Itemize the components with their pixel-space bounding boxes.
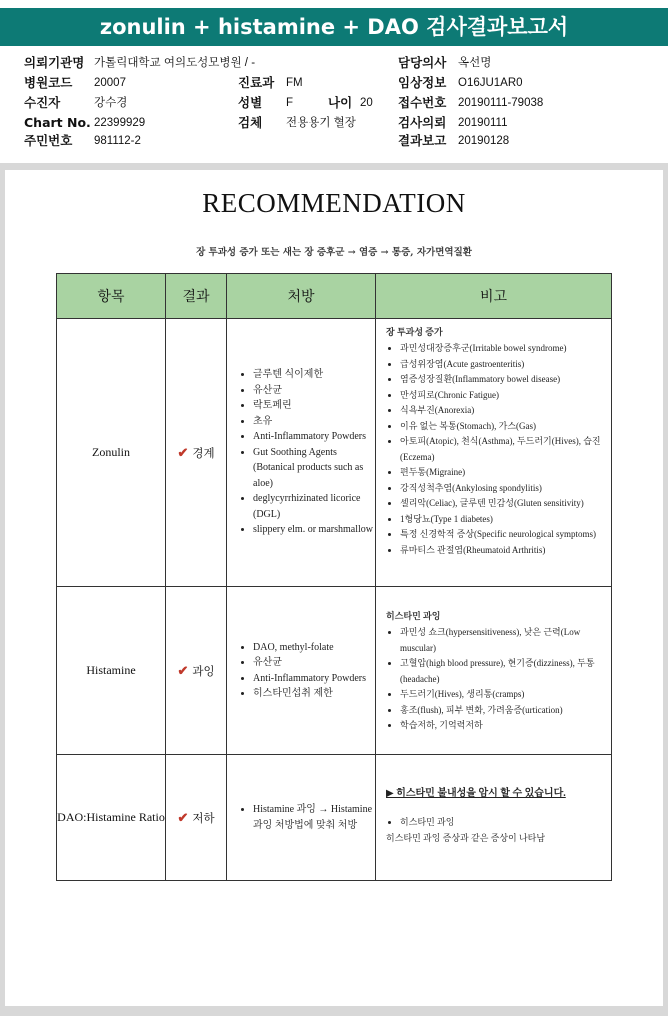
item-cell: Histamine xyxy=(57,587,166,755)
list-item: • 셀리악(Celiac), 글루텐 민감성(Gluten sensitivity) xyxy=(400,496,611,512)
list-item: • 식욕부진(Anorexia) xyxy=(400,403,611,419)
list-item: • Anti-Inflammatory Powders xyxy=(253,671,375,687)
list-item: • Gut Soothing Agents (Botanical products such as aloe) xyxy=(253,445,375,492)
note-list xyxy=(376,815,611,831)
list-item: • 특정 신경학적 증상(Specific neurological symptoms) xyxy=(400,527,611,543)
clinical-label: 임상정보 xyxy=(398,75,447,90)
hospcode-label: 병원코드 xyxy=(24,75,73,90)
col-header-prescription: 처방 xyxy=(227,274,376,319)
note-title: ▶ 히스타민 불내성을 암시 할 수 있습니다. xyxy=(386,788,566,799)
recommendation-page xyxy=(5,170,663,1006)
result-cell xyxy=(166,319,227,587)
list-item: • 홍조(flush), 피부 변화, 가려움증(urtication) xyxy=(400,703,611,719)
col-header-note: 비고 xyxy=(376,274,612,319)
recommendation-title: RECOMMENDATION xyxy=(202,188,466,218)
result-cell xyxy=(166,587,227,755)
prescription-list xyxy=(227,640,375,702)
list-item: • 유산균 xyxy=(253,655,375,671)
sex-value: F xyxy=(286,97,294,109)
report-label: 결과보고 xyxy=(398,133,447,148)
col-header-result: 결과 xyxy=(166,274,227,319)
note-title: 장 투과성 증가 xyxy=(386,327,443,337)
receipt-label: 접수번호 xyxy=(398,95,447,110)
list-item: • 락토페린 xyxy=(253,398,375,414)
list-item: • slippery elm. or marshmallow xyxy=(253,522,375,538)
result-value: 과잉 xyxy=(192,663,215,678)
result-cell xyxy=(166,755,227,881)
result-value: 저하 xyxy=(192,810,215,825)
list-item: • 아토피(Atopic), 천식(Asthma), 두드러기(Hives), 습진(Eczema) xyxy=(400,434,611,465)
list-item: • Anti-Inflammatory Powders xyxy=(253,429,375,445)
doctor-label: 담당의사 xyxy=(398,55,447,70)
receipt-value: 20190111-79038 xyxy=(458,97,544,109)
institution-label: 의뢰기관명 xyxy=(24,55,85,70)
note-cell xyxy=(376,319,612,587)
table-row xyxy=(57,755,612,881)
checkmark-icon: ✔ xyxy=(177,810,189,826)
note-extra: 히스타민 과잉 증상과 같은 증상이 나타남 xyxy=(386,832,546,843)
request-label: 검사의뢰 xyxy=(398,115,447,130)
dept-label: 진료과 xyxy=(238,75,275,90)
specimen-value: 전용용기 혈장 xyxy=(286,117,356,129)
note-cell xyxy=(376,755,612,881)
request-value: 20190111 xyxy=(458,117,508,129)
list-item: • 고혈압(high blood pressure), 현기증(dizziness), 두통(headache) xyxy=(400,656,611,687)
prescription-list xyxy=(227,802,375,833)
list-item: • 학습저하, 기억력저하 xyxy=(400,718,611,734)
list-item: • DAO, methyl-folate xyxy=(253,640,375,656)
list-item: • 급성위장염(Acute gastroenteritis) xyxy=(400,357,611,373)
resident-value: 981112-2 xyxy=(94,135,141,147)
item-cell: DAO:Histamine Ratio xyxy=(57,755,166,881)
list-item: • 편두통(Migraine) xyxy=(400,465,611,481)
table-header-row xyxy=(57,274,612,319)
list-item: • 글루텐 식이제한 xyxy=(253,367,375,383)
patient-value: 강수경 xyxy=(94,97,128,109)
list-item: • 만성피로(Chronic Fatigue) xyxy=(400,388,611,404)
list-item: • 유산균 xyxy=(253,383,375,399)
prescription-cell xyxy=(227,755,376,881)
list-item: • deglycyrrhizinated licorice (DGL) xyxy=(253,491,375,522)
sex-label: 성별 xyxy=(238,95,263,110)
list-item: • 염증성장질환(Inflammatory bowel disease) xyxy=(400,372,611,388)
list-item: • 과민성대장증후군(Irritable bowel syndrome) xyxy=(400,341,611,357)
institution-value: 가톨릭대학교 여의도성모병원 / - xyxy=(94,57,256,69)
list-item: • Histamine 과잉 → Histamine 과잉 처방법에 맞춰 처방 xyxy=(253,802,375,833)
list-item: • 초유 xyxy=(253,414,375,430)
note-list xyxy=(376,341,611,558)
age-label: 나이 xyxy=(328,95,353,110)
list-item: • 히스타민 과잉 xyxy=(400,815,611,831)
col-header-item: 항목 xyxy=(57,274,166,319)
note-title: 히스타민 과잉 xyxy=(386,611,441,622)
list-item: • 강직성척추염(Ankylosing spondylitis) xyxy=(400,481,611,497)
checkmark-icon: ✔ xyxy=(177,663,189,679)
list-item: • 류마티스 관절염(Rheumatoid Arthritis) xyxy=(400,543,611,559)
note-cell xyxy=(376,587,612,755)
patient-label: 수진자 xyxy=(24,95,61,110)
hospcode-value: 20007 xyxy=(94,77,126,89)
report-value: 20190128 xyxy=(458,135,510,147)
report-title: zonulin + histamine + DAO 검사결과보고서 xyxy=(0,8,668,46)
note-list xyxy=(376,625,611,734)
dept-value: FM xyxy=(286,77,303,89)
doctor-value: 옥선명 xyxy=(458,57,492,69)
chart-value: 22399929 xyxy=(94,117,146,129)
age-value: 20 xyxy=(360,97,373,109)
list-item: • 히스타민섭취 제한 xyxy=(253,686,375,702)
recommendation-subtitle: 장 투과성 증가 또는 새는 장 증후군 → 염증 → 통증, 자가면역질환 xyxy=(196,247,472,258)
report-header xyxy=(0,50,668,162)
specimen-label: 검체 xyxy=(238,115,263,130)
recommendation-table xyxy=(56,273,612,881)
prescription-cell xyxy=(227,319,376,587)
list-item: • 과민성 쇼크(hypersensitiveness), 낮은 근력(Low muscular) xyxy=(400,625,611,656)
prescription-cell xyxy=(227,587,376,755)
clinical-value: O16JU1AR0 xyxy=(458,77,523,89)
checkmark-icon: ✔ xyxy=(177,445,189,461)
list-item: • 두드러기(Hives), 생리통(cramps) xyxy=(400,687,611,703)
list-item: • 이유 없는 복통(Stomach), 가스(Gas) xyxy=(400,419,611,435)
list-item: • 1형당뇨(Type 1 diabetes) xyxy=(400,512,611,528)
table-row xyxy=(57,319,612,587)
resident-label: 주민번호 xyxy=(24,133,73,148)
chart-label: Chart No. xyxy=(24,115,91,130)
table-row xyxy=(57,587,612,755)
item-cell: Zonulin xyxy=(57,319,166,587)
prescription-list xyxy=(227,367,375,538)
result-value: 경계 xyxy=(192,445,215,460)
